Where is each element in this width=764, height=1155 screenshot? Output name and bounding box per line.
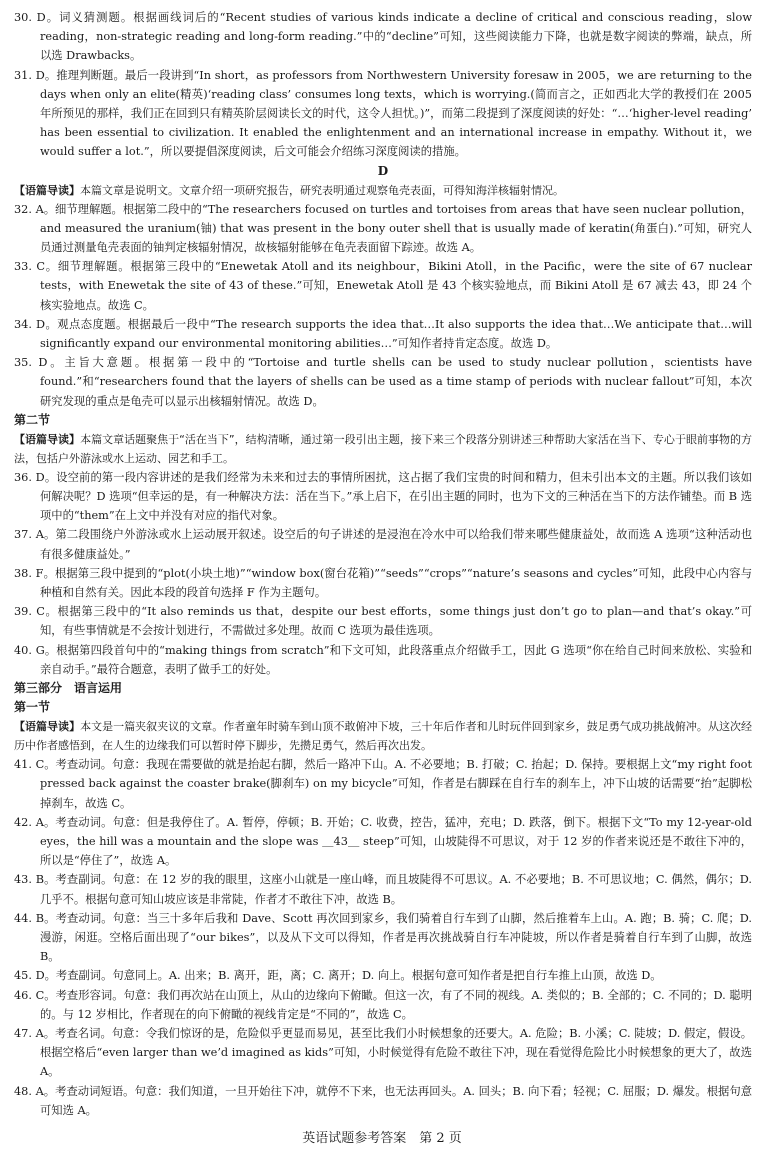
guide-text: 本文是一篇夹叙夹议的文章。作者童年时骑车到山顶不敢俯冲下坡，三十年后作者和儿时玩伴回到家乡，鼓足勇气成功挑战俯冲。从这次经历中作者感悟到，在人生的边缘我们可以暂时停下脚步，先攒足勇气，然后再次出发。 xyxy=(14,720,752,753)
section-1-heading: 第一节 xyxy=(14,700,51,715)
answers-32-35 xyxy=(14,200,752,411)
answer-item xyxy=(14,525,752,563)
answer-item xyxy=(14,1024,752,1082)
section-d-heading: D xyxy=(377,163,389,178)
answer-item xyxy=(14,200,752,258)
answer-item xyxy=(14,468,752,526)
part-3-heading: 第三部分 语言运用 xyxy=(14,681,123,696)
question-number: 45. xyxy=(14,969,32,983)
question-number: 42. xyxy=(14,815,32,829)
question-number: 30. xyxy=(14,11,32,24)
answers-36-40 xyxy=(14,468,752,679)
answer-text: C。根据第三段中的“It also reminds us that，despite our best efforts，some things just don’t go to plan—and that’s okay.”可知，有些事情就是不会按计划进行，不需做过多处理。故而 C 选项为最佳选项。 xyxy=(36,605,752,638)
answer-text: D。观点态度题。根据最后一段中“The research supports the idea that…It also supports the idea that…We anticipate that…will significantly expand our environmental monitoring abilities…”可知作者持肯定态度。故选 D。 xyxy=(36,317,753,351)
answer-item xyxy=(14,986,752,1024)
answer-text: D。推理判断题。最后一段讲到“In short，as professors from Northwestern University foresaw in 2005，we are returning to the days when only an elite(精英)‘reading class’ consumes long texts，which is worrying.(简而言之，正如西北大学的教授们在 2005 年所预见的那样，我们正在回到只有精英阶层阅读长文的时代，这令人担忧。)”，而第二段提到了深度阅读的好处：“…‘higher-level reading’ has been essential to civilization. It enabled the enlightenment and an international increase in empathy. Without it，we would suffer a lot.”，所以要提倡深度阅读，后文可能会介绍练习深度阅读的措施。 xyxy=(35,68,752,159)
reading-guide-3 xyxy=(14,717,752,755)
answer-item xyxy=(14,641,752,679)
section-2-heading: 第二节 xyxy=(14,412,51,427)
page-footer: 英语试题参考答案 第 2 页 xyxy=(302,1131,462,1146)
question-number: 34. xyxy=(14,317,32,331)
answer-item xyxy=(14,602,752,640)
answer-item xyxy=(14,257,752,315)
question-number: 31. xyxy=(14,68,32,82)
question-number: 41. xyxy=(14,758,32,772)
guide-tag: 【语篇导读】 xyxy=(14,432,81,446)
answer-text: A。细节理解题。根据第二段中的“The researchers focused on turtles and tortoises from areas that have seen nuclear pollution，and measured the uranium(铀) that was present in the bony outer shell that is usually made of keratin(角蛋白).”可知，研究人员通过测量龟壳表面的铀判定核辐射情况，故核辐射能够在龟壳表面留下踪迹。故选 A。 xyxy=(35,202,753,255)
answer-item xyxy=(14,966,752,985)
answer-text: B。考查动词。句意：当三十多年后我和 Dave、Scott 再次回到家乡，我们骑着自行车到了山脚，然后推着车上山。A. 跑；B. 骑；C. 爬；D. 漫游，闲逛。空格后面出现了“our bikes”，以及从下文可以得知，作者是再次挑战骑自行车冲陡坡，所以作者是骑着自行车到了山脚，故选 B。 xyxy=(35,911,752,964)
answer-item xyxy=(14,909,752,967)
answer-text: C。考查形容词。句意：我们再次站在山顶上，从山的边缘向下俯瞰。但这一次，有了不同的视线。A. 类似的；B. 全部的；C. 不同的；D. 聪明的。与 12 岁相比，作者现在的向下俯瞰的视线肯定是“不同的”，故选 C。 xyxy=(35,988,752,1021)
answer-text: D。设空前的第一段内容讲述的是我们经常为未来和过去的事情所困扰，这占据了我们宝贵的时间和精力，但未引出本文的主题。所以我们该如何解决呢？D 选项“但幸运的是，有一种解决方法：活在当下。”承上启下，在引出主题的同时，也为下文的三种活在当下的方法作铺垫。而 B 选项中的“them”在上文中并没有对应的指代对象。 xyxy=(35,470,752,523)
answer-page xyxy=(14,8,752,1120)
guide-tag: 【语篇导读】 xyxy=(14,720,81,734)
answers-41-48 xyxy=(14,755,752,1120)
answer-text: A。考查动词短语。句意：我们知道，一旦开始往下冲，就停不下来，也无法再回头。A. 回头；B. 向下看；轻视；C. 屈服；D. 爆发。根据句意可知选 A。 xyxy=(35,1084,753,1117)
answer-text: A。考查动词。句意：但是我停住了。A. 暂停，停顿；B. 开始；C. 收费，控告，猛冲，充电；D. 跌落，倒下。根据下文“To my 12-year-old eyes，the hill was a mountain and the slope was ＿43＿ steep”可知，山坡陡得不可思议，对于 12 岁的作者来说还是不敢往下冲的，所以是“停住了”，故选 A。 xyxy=(35,815,752,868)
answer-text: C。考查动词。句意：我现在需要做的就是抬起右脚，然后一路冲下山。A. 不必要地；B. 打破；C. 抬起；D. 保持。要根据上文“my right foot pressed back against the coaster brake(脚刹车) on my bicycle”可知，作者是右脚踩在自行车的刹车上，冲下山坡的话需要“抬”起脚松掉刹车，故选 C。 xyxy=(35,758,753,810)
answer-text: D。考查副词。句意同上。A. 出来；B. 离开，距，离；C. 离开；D. 向上。根据句意可知作者是把自行车推上山顶，故选 D。 xyxy=(35,969,662,983)
answers-30-31 xyxy=(14,8,752,162)
question-number: 35. xyxy=(14,356,32,370)
question-number: 36. xyxy=(14,470,32,484)
question-number: 39. xyxy=(14,605,32,619)
answer-text: D。词义猜测题。根据画线词后的“Recent studies of various kinds indicate a decline of critical and conscious reading，slow reading，non-strategic reading and long-form reading.”中的“decline”可知，这些阅读能力下降，也就是数字阅读的弊端，缺点，所以选 Drawbacks。 xyxy=(36,11,752,63)
question-number: 38. xyxy=(14,566,32,580)
guide-text: 本篇文章是说明文。文章介绍一项研究报告，研究表明通过观察龟壳表面，可得知海洋核辐射情况。 xyxy=(80,183,564,197)
question-number: 44. xyxy=(14,911,32,925)
answer-text: G。根据第四段首句中的“making things from scratch”和下文可知，此段落重点介绍做手工，因此 G 选项“你在给自己时间来放松、实验和亲自动手。”最符合题意，表明了做手工的好处。 xyxy=(35,643,752,676)
answer-text: A。第二段围绕户外游泳或水上运动展开叙述。设空后的句子讲述的是浸泡在冷水中可以给我们带来哪些健康益处，故而选 A 选项“这种活动也有很多健康益处。” xyxy=(35,528,753,561)
answer-text: C。细节理解题。根据第三段中的“Enewetak Atoll and its neighbour，Bikini Atoll，in the Pacific，were the site of 67 nuclear tests，with Enewetak the site of 43 of these.”可知，Enewetak Atoll 是 43 个核实验地点，而 Bikini Atoll 是 67 减去 43，即 24 个核实验地点。故选 C。 xyxy=(36,260,752,312)
answer-text: A。考查名词。句意：令我们惊讶的是，危险似乎更显而易见，甚至比我们小时候想象的还要大。A. 危险；B. 小溪；C. 陡坡；D. 假定，假设。根据空格后“even larger than we’d imagined as kids”可知，小时候觉得有危险不敢往下冲，现在看觉得危险比小时候想象的更大了，故选 A。 xyxy=(35,1026,753,1079)
answer-text: F。根据第三段中提到的“plot(小块土地)”“window box(窗台花箱)”“seeds”“crops”“nature’s seasons and cycles”可知，此段中心内容与种植和自然有关。因此本段的段首句选择 F 作为主题句。 xyxy=(35,566,752,600)
guide-text: 本篇文章话题聚焦于“活在当下”，结构清晰，通过第一段引出主题，接下来三个段落分别讲述三种帮助大家活在当下、专心于眼前事物的方法，包括户外游泳或水上运动、园艺和手工。 xyxy=(14,432,752,465)
question-number: 48. xyxy=(14,1084,32,1098)
answer-item xyxy=(14,8,752,66)
question-number: 46. xyxy=(14,988,32,1002)
answer-item xyxy=(14,755,752,813)
guide-tag: 【语篇导读】 xyxy=(14,183,80,197)
answer-item xyxy=(14,813,752,871)
answer-text: D。主旨大意题。根据第一段中的“Tortoise and turtle shells can be used to study nuclear pollution，scientists have found.”和“researchers found that the layers of shells can be used as a time stamp of periods with nuclear fallout”可知，本次研究发现的重点是龟壳可以显示出核辐射情况。故选 D。 xyxy=(38,356,752,408)
question-number: 43. xyxy=(14,873,32,887)
question-number: 40. xyxy=(14,643,32,657)
answer-item xyxy=(14,353,752,411)
reading-guide-d xyxy=(14,181,752,200)
question-number: 32. xyxy=(14,202,32,216)
answer-item xyxy=(14,66,752,162)
answer-text: B。考查副词。句意：在 12 岁的我的眼里，这座小山就是一座山峰，而且坡陡得不可思议。A. 不必要地；B. 不可思议地；C. 偶然，偶尔；D. 几乎不。根据句意可知山坡应该是非常陡，作者才不敢往下冲，故选 B。 xyxy=(35,873,753,906)
question-number: 47. xyxy=(14,1026,32,1040)
question-number: 33. xyxy=(14,260,32,274)
answer-item xyxy=(14,564,752,602)
question-number: 37. xyxy=(14,528,32,542)
answer-item xyxy=(14,1082,752,1120)
reading-guide-2 xyxy=(14,430,752,468)
answer-item xyxy=(14,870,752,908)
answer-item xyxy=(14,315,752,353)
